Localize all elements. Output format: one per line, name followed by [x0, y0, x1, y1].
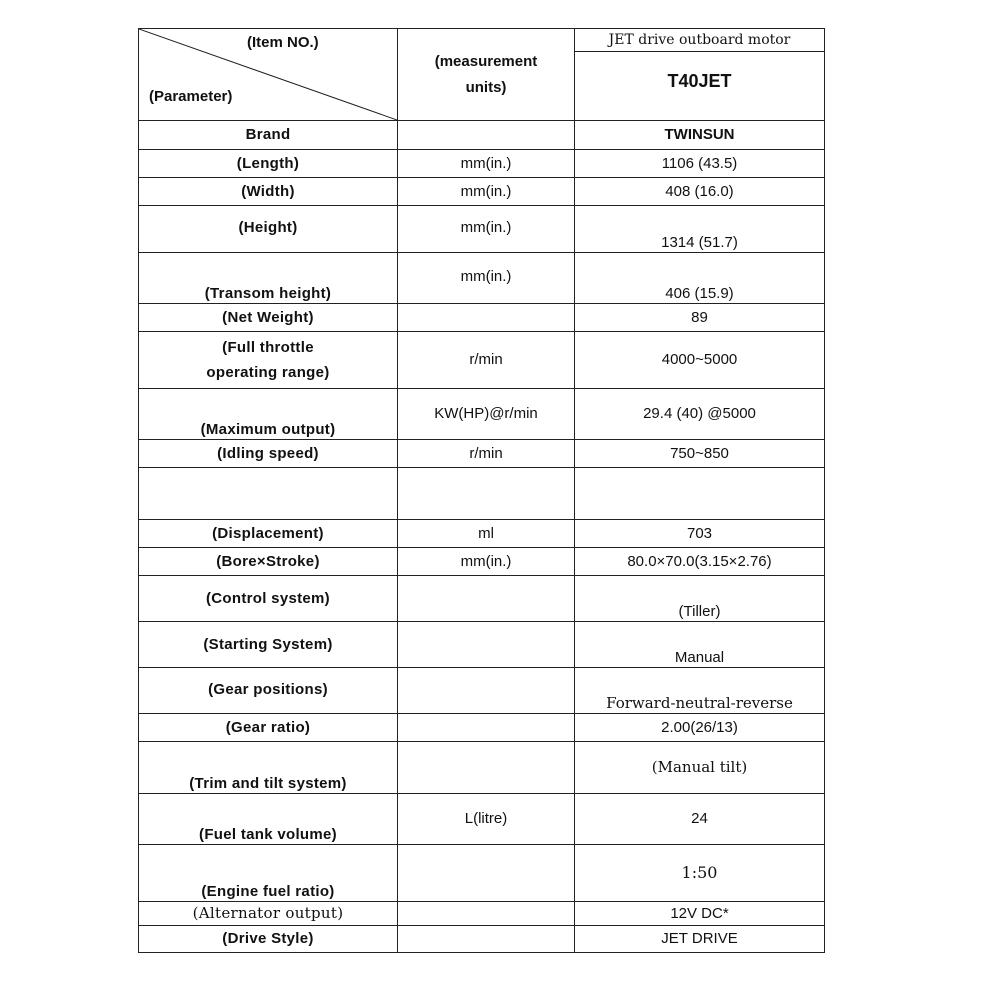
model-label: T40JET: [667, 70, 732, 91]
value-cell: 4000~5000: [575, 332, 825, 389]
unit-cell: [398, 304, 575, 332]
value-cell: 1314 (51.7): [575, 206, 825, 253]
table-row: [139, 742, 825, 794]
spec-table: [138, 28, 825, 953]
table-row: [139, 668, 825, 714]
param-cell: (Maximum output): [139, 389, 398, 440]
param-cell: (Alternator output): [139, 902, 398, 926]
table-row: [139, 714, 825, 742]
unit-cell: [398, 576, 575, 622]
unit-cell: [398, 468, 575, 520]
unit-cell: r/min: [398, 440, 575, 468]
table-row: [139, 332, 825, 389]
param-cell: (Control system): [139, 576, 398, 622]
unit-cell: ml: [398, 520, 575, 548]
parameter-label: (Parameter): [149, 88, 233, 105]
param-line1: (Full throttle: [222, 338, 314, 356]
item-no-label: (Item NO.): [247, 34, 319, 51]
value-cell: 703: [575, 520, 825, 548]
value-cell: 408 (16.0): [575, 178, 825, 206]
table-row: [139, 304, 825, 332]
param-cell: (Idling speed): [139, 440, 398, 468]
unit-cell: L(litre): [398, 794, 575, 845]
param-cell: (Engine fuel ratio): [139, 845, 398, 902]
unit-cell: [398, 121, 575, 150]
table-row: [139, 794, 825, 845]
value-cell: 1:50: [575, 845, 825, 902]
table-row: [139, 440, 825, 468]
unit-cell: r/min: [398, 332, 575, 389]
table-row: [139, 121, 825, 150]
table-row: [139, 253, 825, 304]
param-cell: (Gear positions): [139, 668, 398, 714]
table-row: [139, 548, 825, 576]
param-cell: Brand: [139, 121, 398, 150]
value-cell: 24: [575, 794, 825, 845]
table-row: [139, 150, 825, 178]
model-header: [575, 29, 825, 121]
value-cell: 29.4 (40) @5000: [575, 389, 825, 440]
param-cell: (Drive Style): [139, 926, 398, 953]
unit-cell: KW(HP)@r/min: [398, 389, 575, 440]
value-cell: Manual: [575, 622, 825, 668]
unit-cell: mm(in.): [398, 206, 575, 253]
unit-cell: [398, 845, 575, 902]
param-cell: (Gear ratio): [139, 714, 398, 742]
table-row: [139, 178, 825, 206]
value-cell: [575, 468, 825, 520]
unit-cell: [398, 926, 575, 953]
param-cell: (Transom height): [139, 253, 398, 304]
value-cell: 89: [575, 304, 825, 332]
value-cell: JET DRIVE: [575, 926, 825, 953]
unit-cell: [398, 714, 575, 742]
param-cell: (Trim and tilt system): [139, 742, 398, 794]
value-cell: 12V DC*: [575, 902, 825, 926]
unit-cell: mm(in.): [398, 150, 575, 178]
table-row: [139, 206, 825, 253]
brand-value: TWINSUN: [575, 121, 825, 150]
unit-cell: mm(in.): [398, 253, 575, 304]
param-cell: (Starting System): [139, 622, 398, 668]
table-row-blank: [139, 468, 825, 520]
table-row: [139, 520, 825, 548]
table-row: [139, 902, 825, 926]
measurement-units-line1: (measurement: [434, 53, 538, 70]
measurement-units-line2: units): [465, 78, 507, 96]
motor-type-label: JET drive outboard motor: [575, 31, 824, 52]
value-cell: 80.0×70.0(3.15×2.76): [575, 548, 825, 576]
value-cell: Forward-neutral-reverse: [575, 668, 825, 714]
value-cell: 406 (15.9): [575, 253, 825, 304]
param-cell: (Net Weight): [139, 304, 398, 332]
unit-cell: [398, 622, 575, 668]
param-cell: (Height): [139, 206, 398, 253]
unit-cell: mm(in.): [398, 548, 575, 576]
param-cell: [139, 468, 398, 520]
unit-cell: mm(in.): [398, 178, 575, 206]
unit-cell: [398, 742, 575, 794]
unit-cell: [398, 902, 575, 926]
value-cell: 750~850: [575, 440, 825, 468]
header-diagonal-cell: [139, 29, 398, 121]
value-cell: 1106 (43.5): [575, 150, 825, 178]
table-row: [139, 926, 825, 953]
param-cell: (Displacement): [139, 520, 398, 548]
table-row: [139, 845, 825, 902]
value-cell: 2.00(26/13): [575, 714, 825, 742]
param-cell: (Length): [139, 150, 398, 178]
measurement-units-header: [398, 29, 575, 121]
table-row: [139, 576, 825, 622]
table-row: [139, 622, 825, 668]
value-cell: (Manual tilt): [575, 742, 825, 794]
table-row: [139, 389, 825, 440]
param-line2: operating range): [206, 364, 330, 381]
param-cell: (Fuel tank volume): [139, 794, 398, 845]
unit-cell: [398, 668, 575, 714]
param-cell: (Bore×Stroke): [139, 548, 398, 576]
param-cell: (Width): [139, 178, 398, 206]
header-row: [139, 29, 825, 121]
value-cell: (Tiller): [575, 576, 825, 622]
param-cell: [139, 332, 398, 389]
